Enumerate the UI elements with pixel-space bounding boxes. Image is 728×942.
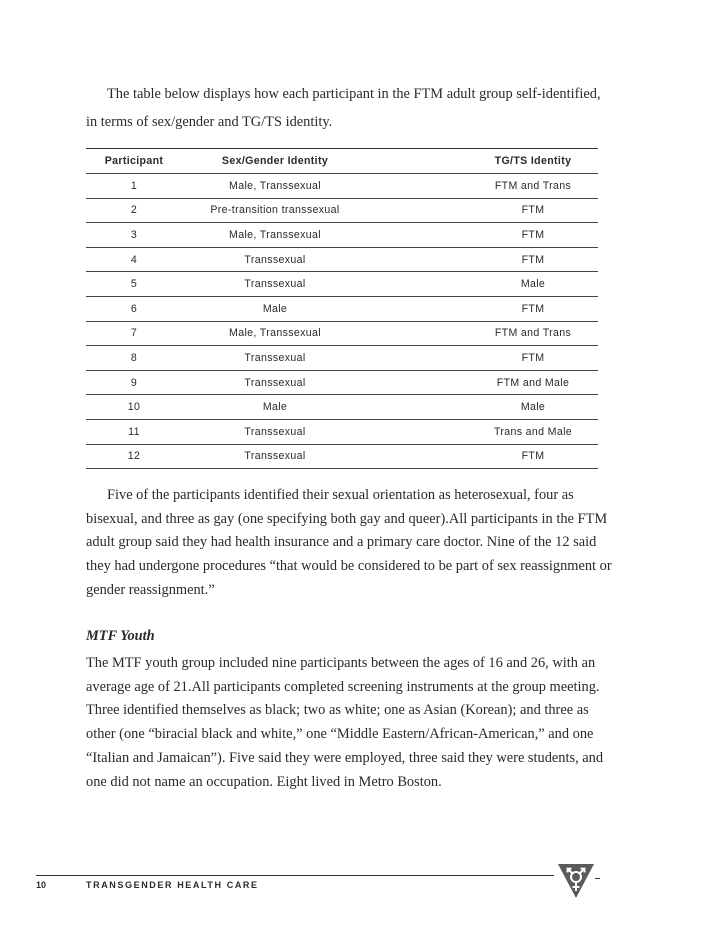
cell-participant: 4 xyxy=(130,253,138,266)
cell-sex-gender: Male xyxy=(262,401,288,414)
col-header-participant: Participant xyxy=(86,149,182,174)
intro-paragraph: The table below displays how each participant in the FTM adult group self-identified, in terms of sex/gender and TG/TS identity. xyxy=(86,86,601,130)
table-row xyxy=(86,346,598,371)
table-row xyxy=(86,272,598,297)
cell-tgts: FTM xyxy=(521,351,545,364)
cell-participant: 11 xyxy=(128,425,140,438)
cell-sex-gender: Male xyxy=(262,302,288,315)
cell-tgts: Male xyxy=(520,401,546,414)
section-heading: MTF Youth xyxy=(86,628,155,644)
table-row xyxy=(86,174,598,199)
cell-sex-gender: Transsexual xyxy=(244,253,306,266)
footer-rule xyxy=(36,875,554,876)
cell-participant: 9 xyxy=(130,376,138,389)
mtf-youth-paragraph: The MTF youth group included nine participants between the ages of 16 and 26, with an average age of 21.All participants completed screening instruments at the group meeting. Three identified themselves as black; two as white; one as Asian (Korean); and three as other (one “biracial black and white,” one “Middle Eastern/African-American,” and one “Italian and Jamaican”). Five said they were employed, three said they were students, and one did not name an occupation. Eight lived in Metro Boston. xyxy=(86,655,604,790)
table-row xyxy=(86,370,598,395)
transgender-symbol-icon xyxy=(556,862,596,900)
cell-tgts: FTM xyxy=(521,450,545,463)
cell-tgts: FTM xyxy=(521,228,545,241)
cell-sex-gender: Transsexual xyxy=(244,351,306,364)
cell-sex-gender: Transsexual xyxy=(244,425,306,438)
cell-tgts: FTM xyxy=(521,302,545,315)
running-title: TRANSGENDER HEALTH CARE xyxy=(86,880,259,890)
table-row xyxy=(86,247,598,272)
table-header-row xyxy=(86,149,598,174)
cell-tgts: FTM and Trans xyxy=(494,179,572,192)
cell-participant: 7 xyxy=(130,327,138,340)
table-row xyxy=(86,419,598,444)
cell-participant: 8 xyxy=(130,351,138,364)
cell-participant: 3 xyxy=(130,228,138,241)
cell-sex-gender: Male, Transsexual xyxy=(229,179,321,192)
table-row xyxy=(86,444,598,469)
cell-sex-gender: Transsexual xyxy=(244,450,306,463)
cell-sex-gender: Male, Transsexual xyxy=(229,327,321,340)
col-header-tgts: TG/TS Identity xyxy=(368,149,598,174)
orientation-paragraph: Five of the participants identified their sexual orientation as heterosexual, four as bisexual, and three as gay (one specifying both gay and queer).All participants in the FTM adult group said they had health insurance and a primary care doctor. Nine of the 12 said they had undergone procedures “that would be considered to be part of sex reassignment or gender reassignment.” xyxy=(86,487,612,598)
cell-tgts: Trans and Male xyxy=(493,425,573,438)
cell-tgts: FTM xyxy=(521,253,545,266)
cell-participant: 6 xyxy=(130,302,138,315)
page-number: 10 xyxy=(36,880,47,890)
cell-participant: 1 xyxy=(130,179,138,192)
table-row xyxy=(86,198,598,223)
table-row xyxy=(86,223,598,248)
col-header-sex-gender: Sex/Gender Identity xyxy=(182,149,368,174)
cell-sex-gender: Transsexual xyxy=(244,376,306,389)
cell-tgts: FTM and Trans xyxy=(494,327,572,340)
cell-tgts: FTM xyxy=(521,204,545,217)
cell-participant: 2 xyxy=(130,204,138,217)
cell-participant: 10 xyxy=(127,401,141,414)
cell-sex-gender: Transsexual xyxy=(244,278,306,291)
table-row xyxy=(86,321,598,346)
cell-tgts: FTM and Male xyxy=(496,376,570,389)
cell-participant: 5 xyxy=(130,278,138,291)
cell-sex-gender: Pre-transition transsexual xyxy=(210,204,340,217)
cell-sex-gender: Male, Transsexual xyxy=(229,228,321,241)
cell-participant: 12 xyxy=(127,450,141,463)
identity-table xyxy=(86,148,598,469)
cell-tgts: Male xyxy=(520,278,546,291)
table-row xyxy=(86,296,598,321)
table-row xyxy=(86,395,598,420)
